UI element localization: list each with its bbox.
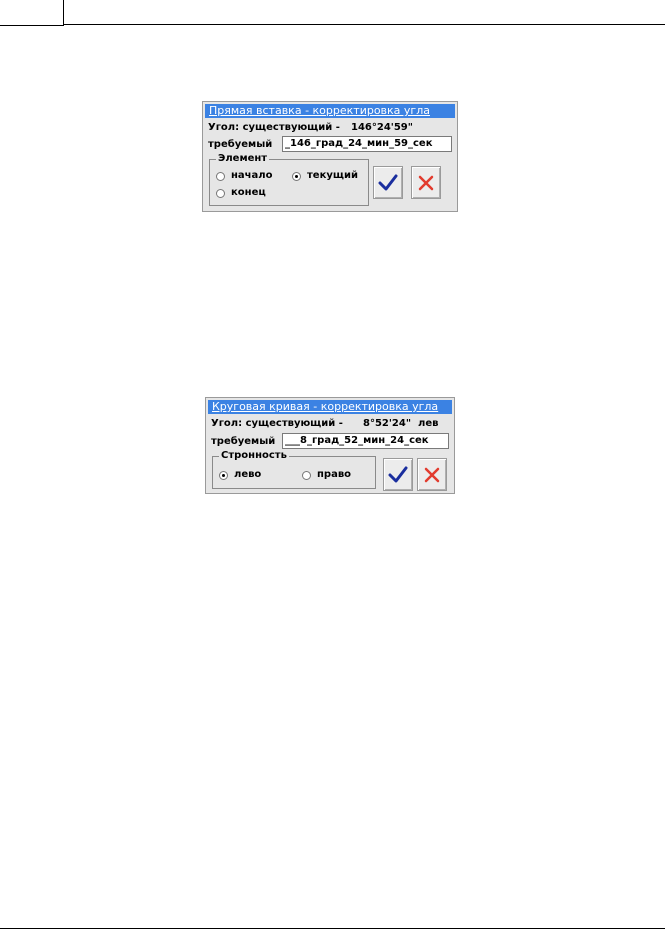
side-groupbox	[212, 450, 376, 489]
checkmark-icon	[378, 174, 398, 192]
angle-correction-dialog-straight	[202, 101, 458, 212]
close-icon	[423, 466, 441, 484]
existing-angle-label: Угол: существующий -	[211, 418, 343, 429]
radio-current-label: текущий	[307, 170, 358, 181]
required-label: требуемый	[208, 139, 273, 150]
radio-end[interactable]	[216, 187, 266, 199]
dialog-title: Прямая вставка - корректировка угла	[205, 104, 455, 118]
element-group-label: Элемент	[218, 153, 268, 164]
radio-end-label: конец	[231, 187, 266, 198]
dialog-title: Круговая кривая - корректировка угла	[208, 400, 452, 414]
side-group-label: Стронность	[221, 450, 287, 461]
radio-right[interactable]	[302, 469, 351, 481]
radio-left[interactable]	[219, 469, 261, 481]
existing-angle-value: 146°24'59"	[351, 122, 413, 133]
radio-start-indicator	[216, 172, 225, 181]
element-groupbox	[209, 153, 369, 206]
radio-current[interactable]	[292, 170, 358, 182]
required-angle-input[interactable]: ___8_град_52_мин_24_сек	[282, 433, 449, 449]
required-label: требуемый	[211, 436, 276, 447]
checkmark-icon	[388, 466, 408, 484]
existing-angle-label: Угол: существующий -	[208, 122, 340, 133]
radio-end-indicator	[216, 189, 225, 198]
angle-correction-dialog-curve	[205, 397, 455, 494]
page-header-tab	[0, 0, 64, 26]
radio-left-label: лево	[234, 469, 262, 480]
radio-left-indicator	[219, 471, 228, 480]
page-header-rule	[64, 24, 665, 25]
radio-right-indicator	[302, 471, 311, 480]
cancel-button[interactable]	[411, 166, 441, 199]
existing-angle-value: 8°52'24" лев	[363, 418, 439, 429]
radio-current-indicator	[292, 172, 301, 181]
radio-right-label: право	[317, 469, 352, 480]
radio-start[interactable]	[216, 170, 272, 182]
cancel-button[interactable]	[417, 458, 447, 491]
page-footer-rule	[0, 928, 665, 929]
ok-button[interactable]	[383, 458, 413, 491]
close-icon	[417, 174, 435, 192]
radio-start-label: начало	[231, 170, 273, 181]
required-angle-input[interactable]: _146_град_24_мин_59_сек	[282, 136, 452, 152]
ok-button[interactable]	[373, 166, 403, 199]
